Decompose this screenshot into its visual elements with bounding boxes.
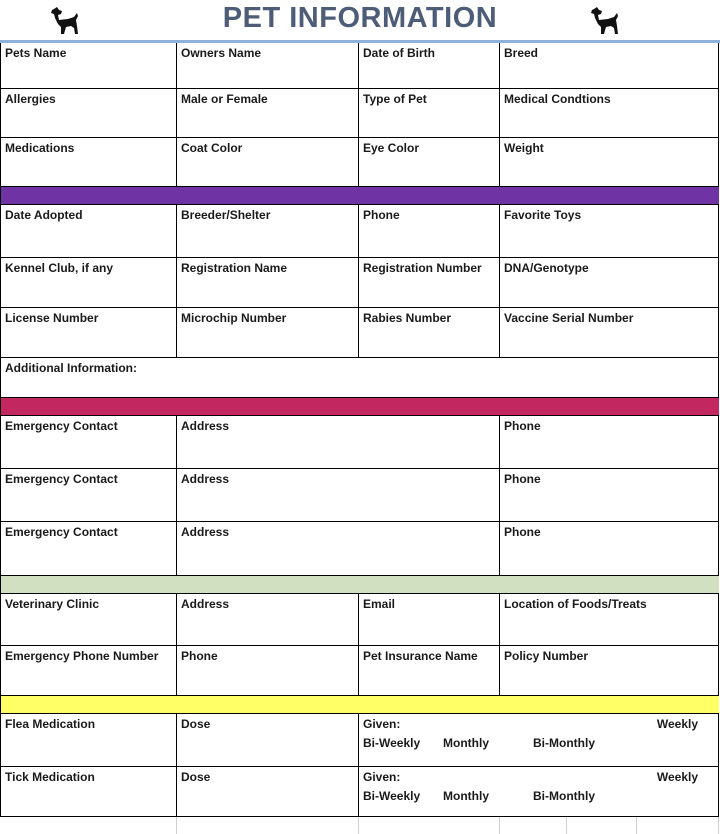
monthly-option[interactable]: Monthly (443, 789, 489, 803)
form-row (1, 138, 719, 187)
form-row (1, 308, 719, 358)
emergency-address-field[interactable]: Address (177, 469, 500, 521)
pet-information-form (0, 43, 719, 817)
monthly-option[interactable]: Monthly (443, 736, 489, 750)
emergency-address-field[interactable]: Address (177, 416, 500, 468)
pets-name-field[interactable]: Pets Name (1, 43, 177, 88)
bi-weekly-option[interactable]: Bi-Weekly (363, 789, 421, 803)
dog-silhouette-icon (588, 4, 622, 38)
clinic-address-field[interactable]: Address (177, 594, 359, 645)
microchip-number-field[interactable]: Microchip Number (177, 308, 359, 357)
vaccine-serial-number-field[interactable]: Vaccine Serial Number (500, 308, 719, 357)
form-row (1, 205, 719, 258)
given-label: Given: (363, 717, 401, 731)
weekly-option[interactable]: Weekly (656, 770, 698, 784)
breeder-phone-field[interactable]: Phone (359, 205, 500, 257)
tick-given-field[interactable] (359, 767, 719, 816)
form-row (1, 358, 719, 398)
purple-divider-band (1, 187, 719, 205)
medications-field[interactable]: Medications (1, 138, 177, 186)
form-row (1, 767, 719, 817)
emergency-address-field[interactable]: Address (177, 522, 500, 575)
registration-number-field[interactable]: Registration Number (359, 258, 500, 307)
bi-weekly-option[interactable]: Bi-Weekly (363, 736, 421, 750)
clinic-email-field[interactable]: Email (359, 594, 500, 645)
emergency-contact-field[interactable]: Emergency Contact (1, 522, 177, 575)
owners-name-field[interactable]: Owners Name (177, 43, 359, 88)
yellow-divider-band (1, 696, 719, 714)
clinic-phone-field[interactable]: Phone (177, 646, 359, 695)
breed-field[interactable]: Breed (500, 43, 719, 88)
tick-medication-field[interactable]: Tick Medication (1, 767, 177, 816)
emergency-phone-field[interactable]: Phone (500, 469, 719, 521)
foods-treats-location-field[interactable]: Location of Foods/Treats (500, 594, 719, 645)
emergency-phone-field[interactable]: Phone (500, 416, 719, 468)
date-of-birth-field[interactable]: Date of Birth (359, 43, 500, 88)
spreadsheet-gridlines (0, 817, 720, 834)
sex-field[interactable]: Male or Female (177, 89, 359, 137)
flea-given-field[interactable] (359, 714, 719, 766)
date-adopted-field[interactable]: Date Adopted (1, 205, 177, 257)
flea-medication-field[interactable]: Flea Medication (1, 714, 177, 766)
form-row (1, 714, 719, 767)
form-row (1, 469, 719, 522)
license-number-field[interactable]: License Number (1, 308, 177, 357)
emergency-phone-number-field[interactable]: Emergency Phone Number (1, 646, 177, 695)
emergency-phone-field[interactable]: Phone (500, 522, 719, 575)
emergency-contact-field[interactable]: Emergency Contact (1, 416, 177, 468)
rabies-number-field[interactable]: Rabies Number (359, 308, 500, 357)
flea-dose-field[interactable]: Dose (177, 714, 359, 766)
form-row (1, 89, 719, 138)
medical-conditions-field[interactable]: Medical Condtions (500, 89, 719, 137)
type-of-pet-field[interactable]: Type of Pet (359, 89, 500, 137)
coat-color-field[interactable]: Coat Color (177, 138, 359, 186)
weekly-option[interactable]: Weekly (656, 717, 698, 731)
green-divider-band (1, 576, 719, 594)
breeder-shelter-field[interactable]: Breeder/Shelter (177, 205, 359, 257)
eye-color-field[interactable]: Eye Color (359, 138, 500, 186)
form-row (1, 594, 719, 646)
dog-silhouette-icon (48, 4, 82, 38)
magenta-divider-band (1, 398, 719, 416)
given-label: Given: (363, 770, 401, 784)
form-row (1, 416, 719, 469)
additional-information-field[interactable]: Additional Information: (1, 358, 719, 397)
form-row (1, 522, 719, 576)
form-row (1, 646, 719, 696)
dna-genotype-field[interactable]: DNA/Genotype (500, 258, 719, 307)
bi-monthly-option[interactable]: Bi-Monthly (533, 736, 595, 750)
allergies-field[interactable]: Allergies (1, 89, 177, 137)
tick-dose-field[interactable]: Dose (177, 767, 359, 816)
policy-number-field[interactable]: Policy Number (500, 646, 719, 695)
bi-monthly-option[interactable]: Bi-Monthly (533, 789, 595, 803)
kennel-club-field[interactable]: Kennel Club, if any (1, 258, 177, 307)
favorite-toys-field[interactable]: Favorite Toys (500, 205, 719, 257)
pet-insurance-name-field[interactable]: Pet Insurance Name (359, 646, 500, 695)
veterinary-clinic-field[interactable]: Veterinary Clinic (1, 594, 177, 645)
weight-field[interactable]: Weight (500, 138, 719, 186)
emergency-contact-field[interactable]: Emergency Contact (1, 469, 177, 521)
form-row (1, 43, 719, 89)
page-title: PET INFORMATION (222, 2, 498, 34)
form-row (1, 258, 719, 308)
registration-name-field[interactable]: Registration Name (177, 258, 359, 307)
